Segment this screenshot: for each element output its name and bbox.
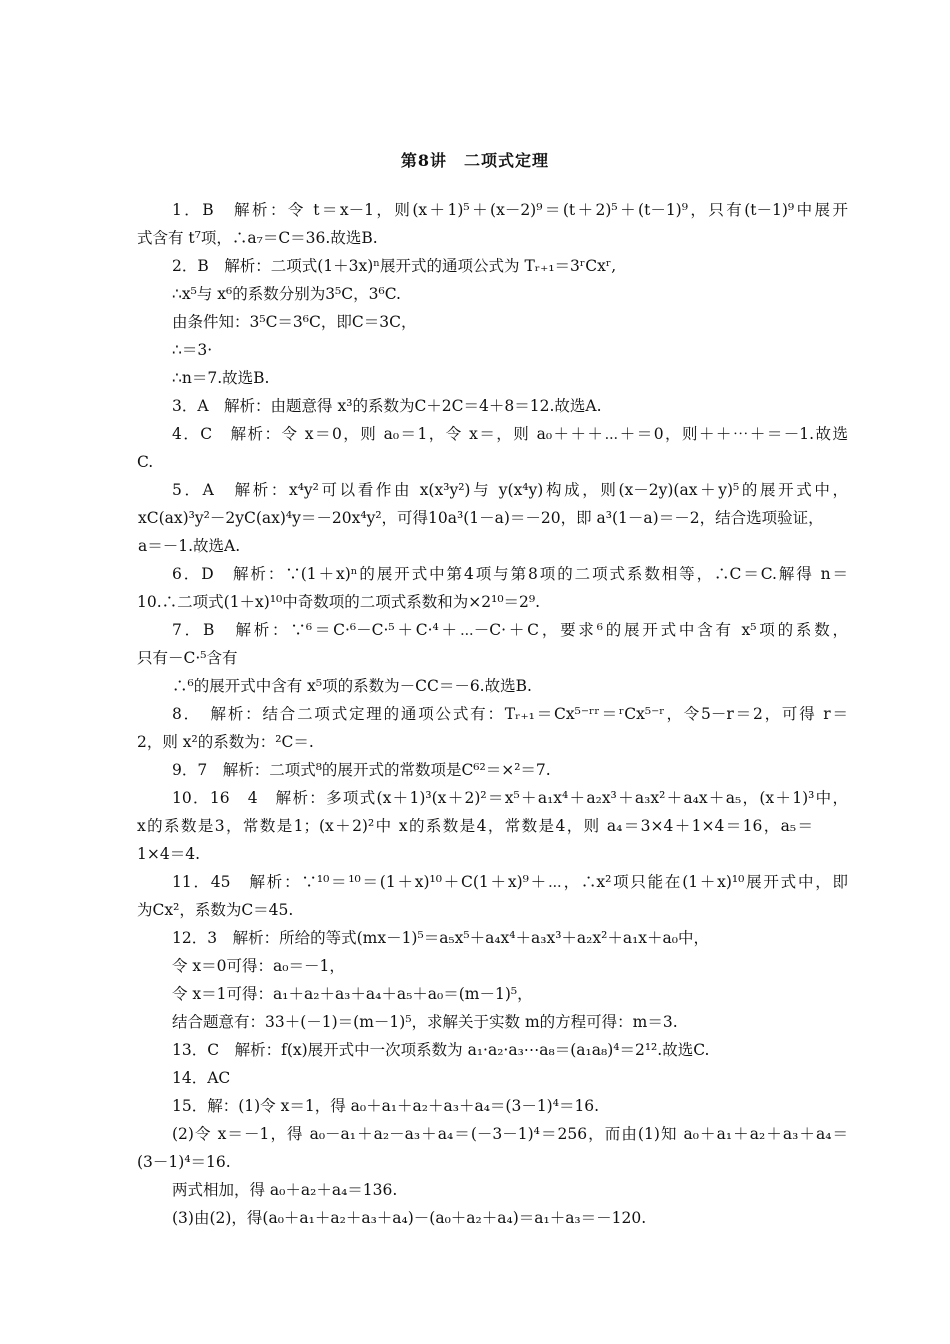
- document-page: 第8讲 二项式定理 1．B 解析：令 t＝x－1，则(x＋1)⁵＋(x－2)⁹＝(t＋2)⁵＋(t－1)⁹，只有(t－1)⁹中展开 式含有 t⁷项，∴a₇＝C＝36.故选B. 2．B 解析：二项式(1＋3x)ⁿ展开式的通项公式为 Tᵣ₊₁＝3ʳCxʳ, ∴x⁵与 x⁶的系数分别为3⁵C，3⁶C. 由条件知：3⁵C＝3⁶C，即C＝3C， ∴＝3· ∴n＝7.故选B. 3．A 解析：由题意得 x³的系数为C＋2C＝4＋8＝12.故选A. 4．C 解析：令 x＝0，则 a₀＝1，令 x＝，则 a₀＋＋＋⋯＋＝0，则＋＋⋯＋＝－1.故选 C. 5．A 解析：x⁴y²可以看作由 x(x³y²)与 y(x⁴y)构成，则(x－2y)(ax＋y)⁵的展开式中， xC(ax)³y²－2yC(ax)⁴y＝－20x⁴y²，可得10a³(1－a)＝－20，即 a³(1－a)＝－2，结合选项验证， a＝－1.故选A. 6．D 解析：∵(1＋x)ⁿ的展开式中第4项与第8项的二项式系数相等，∴C＝C.解得 n＝ 10.∴二项式(1＋x)¹⁰中奇数项的二项式系数和为×2¹⁰＝2⁹. 7．B 解析：∵⁶＝C·⁶－C·⁵＋C·⁴＋⋯－C·＋C，要求⁶的展开式中含有 x⁵项的系数， 只有－C·⁵含有 ∴⁶的展开式中含有 x⁵项的系数为－CC＝－6.故选B. 8． 解析：结合二项式定理的通项公式有：Tᵣ₊₁＝Cx⁵⁻ʳʳ＝ʳCx⁵⁻ʳ，令5－r＝2，可得 r＝ 2，则 x²的系数为：²C＝. 9．7 解析：二项式⁸的展开式的常数项是C⁶²＝×²＝7. 10．16 4 解析：多项式(x＋1)³(x＋2)²＝x⁵＋a₁x⁴＋a₂x³＋a₃x²＋a₄x＋a₅，(x＋1)³中， x的系数是3，常数是1；(x＋2)²中 x的系数是4，常数是4，则 a₄＝3×4＋1×4＝16，a₅＝ 1×4＝4. 11．45 解析：∵¹⁰＝¹⁰＝(1＋x)¹⁰＋C(1＋x)⁹＋⋯，∴x²项只能在(1＋x)¹⁰展开式中，即 为Cx²，系数为C＝45. 12．3 解析：所给的等式(mx－1)⁵＝a₅x⁵＋a₄x⁴＋a₃x³＋a₂x²＋a₁x＋a₀中， 令 x＝0可得：a₀＝－1， 令 x＝1可得：a₁＋a₂＋a₃＋a₄＋a₅＋a₀＝(m－1)⁵， 结合题意有：33＋(－1)＝(m－1)⁵，求解关于实数 m的方程可得：m＝3. 13．C 解析：f(x)展开式中一次项系数为 a₁·a₂·a₃⋯a₈＝(a₁a₈)⁴＝2¹².故选C. 14．AC 15．解：(1)令 x＝1，得 a₀＋a₁＋a₂＋a₃＋a₄＝(3－1)⁴＝16. (2)令 x＝－1，得 a₀－a₁＋a₂－a₃＋a₄＝(－3－1)⁴＝256，而由(1)知 a₀＋a₁＋a₂＋a₃＋a₄＝ (3－1)⁴＝16. 两式相加，得 a₀＋a₂＋a₄＝136. (3)由(2)，得(a₀＋a₁＋a₂＋a₃＋a₄)－(a₀＋a₂＋a₄)＝a₁＋a₃＝－120.: [0, 0, 950, 1344]
- page-title: 第8讲 二项式定理: [400, 151, 550, 170]
